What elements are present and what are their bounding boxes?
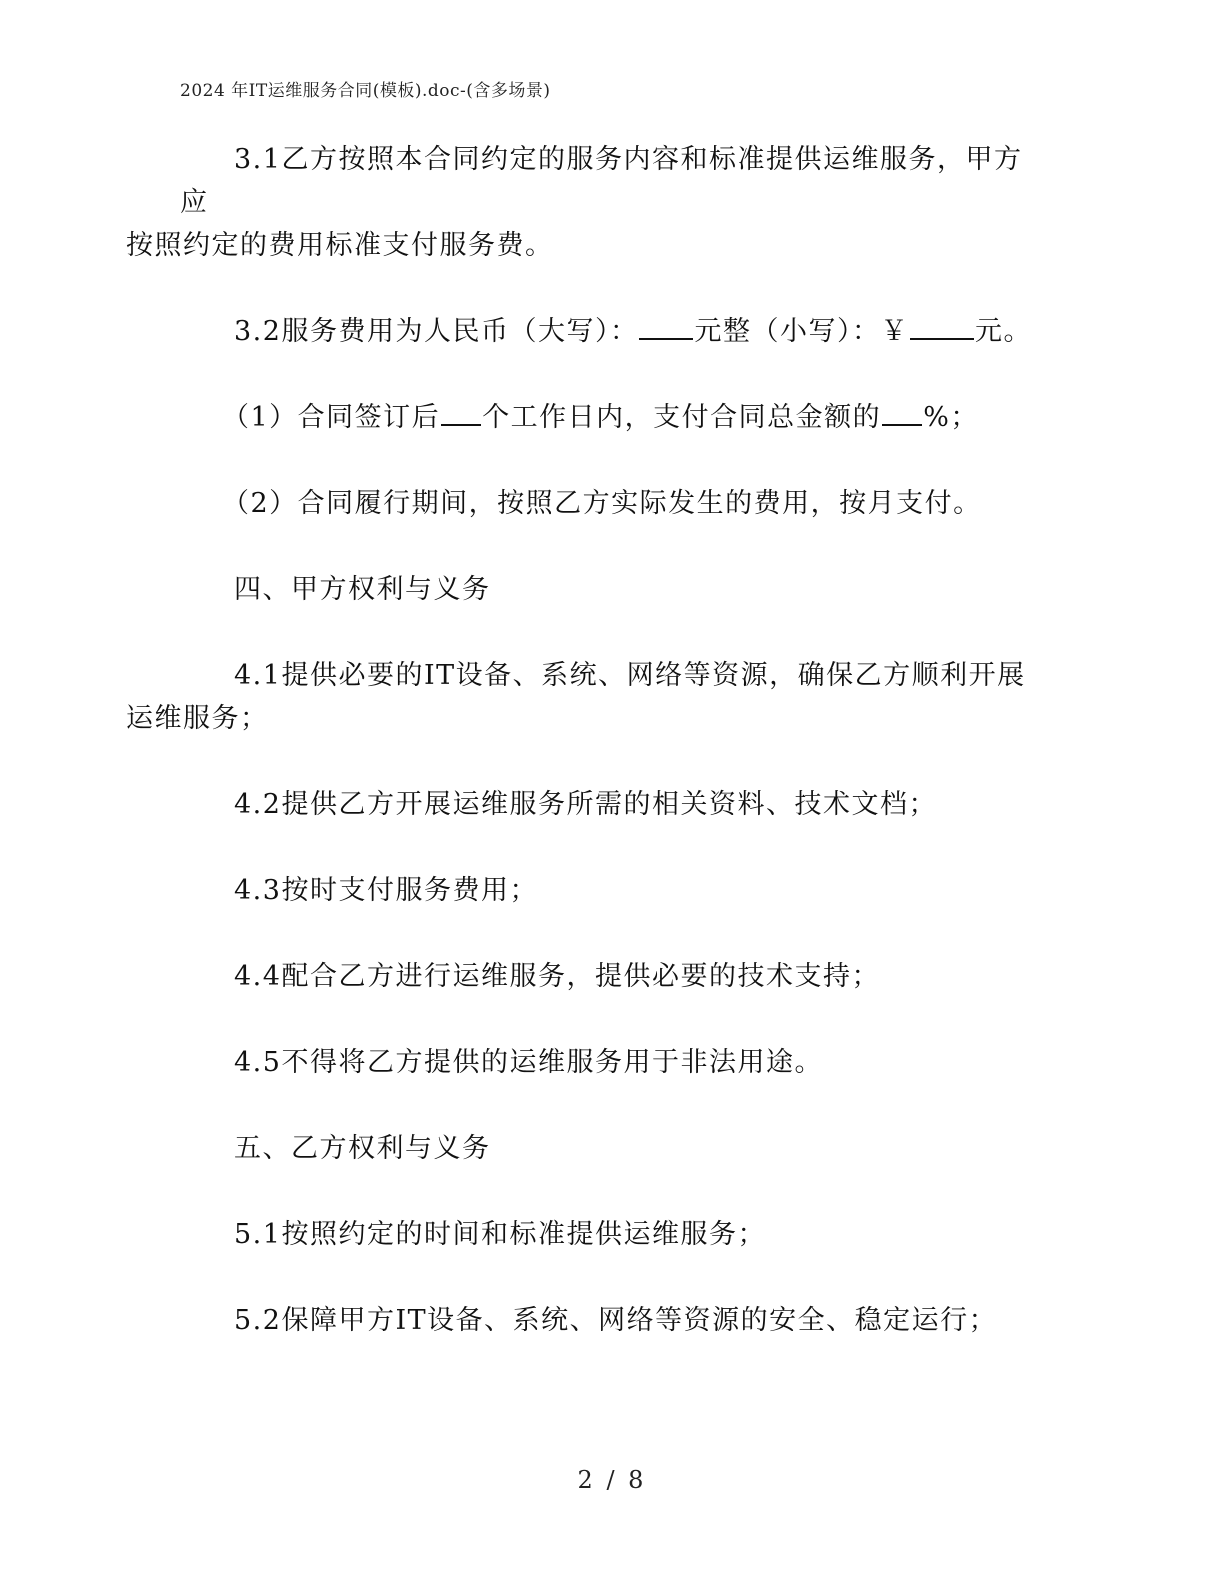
clause-4-4 — [180, 955, 1040, 998]
payment-item-1 — [180, 396, 1040, 439]
percentage-blank — [882, 398, 922, 426]
clause-4-1 — [126, 654, 1040, 740]
clause-3-2-text-a: 3.2服务费用为人民币（大写）： — [234, 316, 639, 347]
document-body — [126, 138, 1040, 1385]
clause-3-1-line2: 按照约定的费用标准支付服务费。 — [126, 230, 554, 261]
section-5-heading — [180, 1127, 1040, 1170]
clause-4-2 — [180, 783, 1040, 826]
clause-3-2-text-c: 元。 — [974, 316, 1032, 347]
clause-5-1-text: 5.1按照约定的时间和标准提供运维服务； — [234, 1219, 766, 1250]
amount-lowercase-blank — [910, 312, 974, 340]
page-number: 2 / 8 — [577, 1466, 647, 1494]
clause-3-1 — [126, 138, 1040, 267]
amount-uppercase-blank — [639, 312, 693, 340]
section-5-heading-text: 五、乙方权利与义务 — [234, 1133, 491, 1164]
payment-item-1-text-a: （1）合同签订后 — [222, 402, 441, 433]
workdays-blank — [441, 398, 481, 426]
payment-item-1-text-c: %； — [923, 402, 979, 433]
clause-5-2-text: 5.2保障甲方IT设备、系统、网络等资源的安全、稳定运行； — [234, 1305, 998, 1336]
clause-4-3-text: 4.3按时支付服务费用； — [234, 875, 538, 906]
section-4-heading — [180, 568, 1040, 611]
payment-item-1-text-b: 个工作日内，支付合同总金额的 — [482, 402, 882, 433]
clause-3-2 — [180, 310, 1040, 353]
section-4-heading-text: 四、甲方权利与义务 — [234, 574, 491, 605]
clause-4-5 — [180, 1041, 1040, 1084]
document-header-title: 2024 年IT运维服务合同(模板).doc-(含多场景) — [180, 81, 551, 101]
clause-5-1 — [180, 1213, 1040, 1256]
payment-item-2 — [180, 482, 1040, 525]
clause-5-2 — [180, 1299, 1040, 1342]
clause-4-1-line1: 4.1提供必要的IT设备、系统、网络等资源，确保乙方顺利开展 — [234, 660, 1026, 691]
payment-item-2-text: （2）合同履行期间，按照乙方实际发生的费用，按月支付。 — [222, 488, 982, 519]
clause-4-2-text: 4.2提供乙方开展运维服务所需的相关资料、技术文档； — [234, 789, 937, 820]
clause-4-1-line2: 运维服务； — [126, 703, 269, 734]
clause-3-2-text-b: 元整（小写）：￥ — [694, 316, 909, 347]
clause-4-4-text: 4.4配合乙方进行运维服务，提供必要的技术支持； — [234, 961, 880, 992]
clause-4-3 — [180, 869, 1040, 912]
clause-3-1-line1: 3.1乙方按照本合同约定的服务内容和标准提供运维服务，甲方应 — [180, 144, 1023, 218]
clause-4-5-text: 4.5不得将乙方提供的运维服务用于非法用途。 — [234, 1047, 823, 1078]
